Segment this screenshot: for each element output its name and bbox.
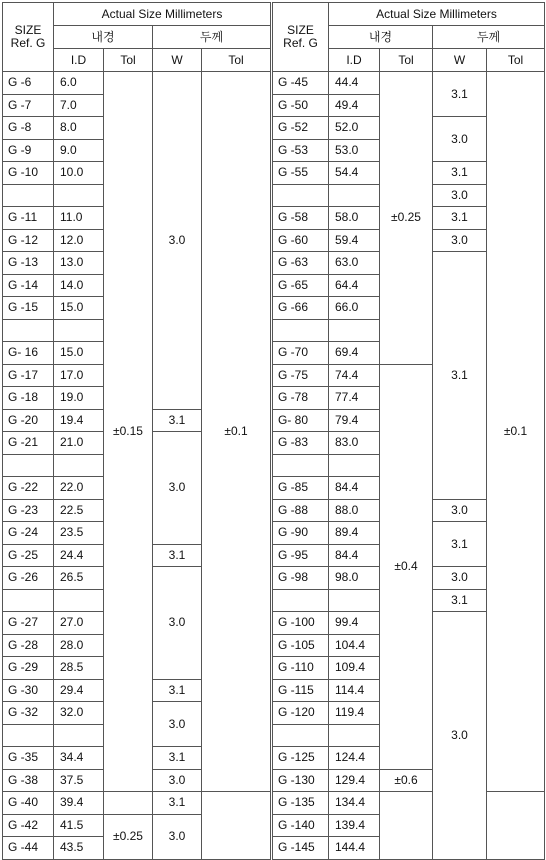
size-ref-cell: G -52 [273,117,329,140]
right-table-body [273,3,545,860]
actual-size-header: Actual Size Millimeters [329,3,545,26]
size-ref-header [273,3,329,72]
spacer-cell [380,792,433,860]
w-value-cell: 3.0 [153,567,202,680]
size-ref-cell: G -15 [3,297,54,320]
thickness-header: 두께 [433,26,545,49]
size-ref-cell: G -32 [3,702,54,725]
size-ref-cell: G -40 [3,792,54,815]
size-ref-cell: G -53 [273,139,329,162]
size-ref-cell: G -55 [273,162,329,185]
id-value-cell: 66.0 [329,297,380,320]
size-ref-cell: G -88 [273,499,329,522]
id-value-cell: 10.0 [54,162,104,185]
size-ref-cell: G -18 [3,387,54,410]
id-value-cell: 22.0 [54,477,104,500]
size-ref-cell: G -26 [3,567,54,590]
size-ref-cell: G -98 [273,567,329,590]
size-ref-cell: G -110 [273,657,329,680]
spacer-cell [329,184,380,207]
spacer-cell [273,589,329,612]
size-ref-cell: G -14 [3,274,54,297]
size-ref-cell: G -63 [273,252,329,275]
size-ref-cell: G -95 [273,544,329,567]
id-value-cell: 74.4 [329,364,380,387]
id-value-cell: 114.4 [329,679,380,702]
id-value-cell: 69.4 [329,342,380,365]
size-ref-cell: G -83 [273,432,329,455]
spacer-cell [202,792,271,860]
id-tol-cell: ±0.25 [380,72,433,365]
id-value-cell: 41.5 [54,814,104,837]
size-ref-cell: G -17 [3,364,54,387]
table-row [3,72,271,95]
size-label: SIZE [14,23,42,37]
size-ref-cell: G -11 [3,207,54,230]
id-value-cell: 63.0 [329,252,380,275]
id-value-cell: 32.0 [54,702,104,725]
w-value-cell: 3.1 [153,792,202,815]
size-ref-cell: G -8 [3,117,54,140]
spacer-cell [54,589,104,612]
id-value-cell: 39.4 [54,792,104,815]
thickness-header: 두께 [153,26,271,49]
left-size-table [2,2,271,860]
size-ref-cell: G -140 [273,814,329,837]
size-ref-cell: G -13 [3,252,54,275]
size-ref-cell: G -90 [273,522,329,545]
w-value-cell: 3.0 [153,72,202,410]
ref-label: Ref. G [10,36,46,50]
size-ref-cell: G -50 [273,94,329,117]
size-ref-cell: G -6 [3,72,54,95]
id-column-header: I.D [54,49,104,72]
w-value-cell: 3.0 [433,229,487,252]
id-tol-cell: ±0.6 [380,769,433,792]
w-value-cell: 3.1 [433,162,487,185]
id-value-cell: 52.0 [329,117,380,140]
size-ref-cell: G -28 [3,634,54,657]
spacer-cell [54,184,104,207]
id-value-cell: 59.4 [329,229,380,252]
spacer-cell [273,319,329,342]
spacer-cell [3,589,54,612]
id-value-cell: 28.0 [54,634,104,657]
spacer-cell [3,319,54,342]
id-value-cell: 53.0 [329,139,380,162]
w-value-cell: 3.0 [433,117,487,162]
id-tol-column-header: Tol [104,49,153,72]
size-ref-cell: G -20 [3,409,54,432]
spacer-cell [54,319,104,342]
w-tol-column-header: Tol [487,49,545,72]
inner-diameter-header: 내경 [329,26,433,49]
size-ref-cell: G -75 [273,364,329,387]
size-ref-cell: G -12 [3,229,54,252]
w-value-cell: 3.0 [433,499,487,522]
id-value-cell: 15.0 [54,297,104,320]
spacer-cell [54,454,104,477]
size-ref-cell: G -120 [273,702,329,725]
w-value-cell: 3.0 [153,769,202,792]
id-value-cell: 7.0 [54,94,104,117]
id-value-cell: 28.5 [54,657,104,680]
id-value-cell: 17.0 [54,364,104,387]
id-value-cell: 6.0 [54,72,104,95]
id-tol-cell: ±0.15 [104,72,153,792]
w-value-cell: 3.1 [433,72,487,117]
size-ref-cell: G -60 [273,229,329,252]
size-ref-cell: G- 80 [273,409,329,432]
id-value-cell: 134.4 [329,792,380,815]
id-value-cell: 13.0 [54,252,104,275]
size-ref-cell: G -66 [273,297,329,320]
spacer-cell [54,724,104,747]
right-size-table [272,2,545,860]
size-ref-cell: G -135 [273,792,329,815]
spacer-cell [329,319,380,342]
size-ref-header [3,3,54,72]
w-value-cell: 3.1 [153,747,202,770]
size-ref-cell: G -65 [273,274,329,297]
id-value-cell: 44.4 [329,72,380,95]
id-value-cell: 89.4 [329,522,380,545]
spacer-cell [273,454,329,477]
left-table-body [3,3,271,860]
id-value-cell: 98.0 [329,567,380,590]
size-ref-cell: G -10 [3,162,54,185]
id-value-cell: 43.5 [54,837,104,860]
w-value-cell: 3.0 [433,612,487,860]
size-ref-cell: G -29 [3,657,54,680]
spacer-cell [3,724,54,747]
size-ref-cell: G -30 [3,679,54,702]
id-value-cell: 109.4 [329,657,380,680]
w-value-cell: 3.0 [433,184,487,207]
id-value-cell: 21.0 [54,432,104,455]
id-value-cell: 139.4 [329,814,380,837]
id-value-cell: 104.4 [329,634,380,657]
id-tol-column-header: Tol [380,49,433,72]
spacer-cell [329,589,380,612]
id-value-cell: 19.4 [54,409,104,432]
size-ref-cell: G -42 [3,814,54,837]
w-value-cell: 3.1 [153,679,202,702]
ref-label: Ref. G [283,36,318,50]
size-ref-cell: G -22 [3,477,54,500]
w-value-cell: 3.1 [153,409,202,432]
id-value-cell: 129.4 [329,769,380,792]
w-value-cell: 3.1 [153,544,202,567]
w-value-cell: 3.1 [433,207,487,230]
size-ref-cell: G- 16 [3,342,54,365]
w-value-cell: 3.0 [153,432,202,545]
id-value-cell: 83.0 [329,432,380,455]
id-value-cell: 84.4 [329,544,380,567]
w-value-cell: 3.1 [433,252,487,500]
id-value-cell: 54.4 [329,162,380,185]
id-value-cell: 58.0 [329,207,380,230]
id-value-cell: 15.0 [54,342,104,365]
id-value-cell: 84.4 [329,477,380,500]
w-column-header: W [433,49,487,72]
size-ref-cell: G -45 [273,72,329,95]
w-value-cell: 3.0 [153,702,202,747]
table-row [273,72,545,95]
id-tol-cell: ±0.25 [104,814,153,859]
id-value-cell: 77.4 [329,387,380,410]
size-ref-cell: G -125 [273,747,329,770]
id-value-cell: 29.4 [54,679,104,702]
spacer-cell [104,792,153,815]
id-value-cell: 99.4 [329,612,380,635]
w-value-cell: 3.1 [433,522,487,567]
spacer-cell [3,184,54,207]
table-row [3,792,271,815]
id-value-cell: 11.0 [54,207,104,230]
id-value-cell: 124.4 [329,747,380,770]
id-value-cell: 119.4 [329,702,380,725]
w-tol-column-header: Tol [202,49,271,72]
id-value-cell: 8.0 [54,117,104,140]
size-ref-cell: G -7 [3,94,54,117]
id-value-cell: 26.5 [54,567,104,590]
spacer-cell [273,724,329,747]
id-value-cell: 64.4 [329,274,380,297]
id-value-cell: 79.4 [329,409,380,432]
id-value-cell: 34.4 [54,747,104,770]
size-ref-cell: G -9 [3,139,54,162]
size-ref-cell: G -85 [273,477,329,500]
size-ref-cell: G -44 [3,837,54,860]
w-tol-cell: ±0.1 [487,72,545,792]
id-value-cell: 37.5 [54,769,104,792]
size-ref-cell: G -145 [273,837,329,860]
size-ref-cell: G -35 [3,747,54,770]
spacer-cell [329,454,380,477]
size-ref-cell: G -70 [273,342,329,365]
w-value-cell: 3.1 [433,589,487,612]
id-value-cell: 144.4 [329,837,380,860]
id-column-header: I.D [329,49,380,72]
size-label: SIZE [287,23,314,37]
size-ref-cell: G -58 [273,207,329,230]
w-value-cell: 3.0 [433,567,487,590]
id-value-cell: 49.4 [329,94,380,117]
size-ref-cell: G -23 [3,499,54,522]
size-ref-cell: G -21 [3,432,54,455]
w-value-cell: 3.0 [153,814,202,859]
size-ref-cell: G -115 [273,679,329,702]
id-value-cell: 23.5 [54,522,104,545]
size-ref-cell: G -38 [3,769,54,792]
id-value-cell: 14.0 [54,274,104,297]
inner-diameter-header: 내경 [54,26,153,49]
size-ref-cell: G -25 [3,544,54,567]
id-value-cell: 22.5 [54,499,104,522]
w-column-header: W [153,49,202,72]
size-ref-cell: G -78 [273,387,329,410]
size-ref-cell: G -105 [273,634,329,657]
spacer-cell [329,724,380,747]
id-value-cell: 88.0 [329,499,380,522]
w-tol-cell: ±0.1 [202,72,271,792]
table-row [273,792,545,815]
id-value-cell: 27.0 [54,612,104,635]
size-ref-cell: G -100 [273,612,329,635]
id-tol-cell: ±0.4 [380,364,433,769]
id-value-cell: 9.0 [54,139,104,162]
id-value-cell: 19.0 [54,387,104,410]
actual-size-header: Actual Size Millimeters [54,3,271,26]
size-ref-cell: G -130 [273,769,329,792]
id-value-cell: 12.0 [54,229,104,252]
size-ref-cell: G -24 [3,522,54,545]
spacer-cell [273,184,329,207]
spacer-cell [3,454,54,477]
id-value-cell: 24.4 [54,544,104,567]
size-ref-cell: G -27 [3,612,54,635]
spacer-cell [487,792,545,860]
